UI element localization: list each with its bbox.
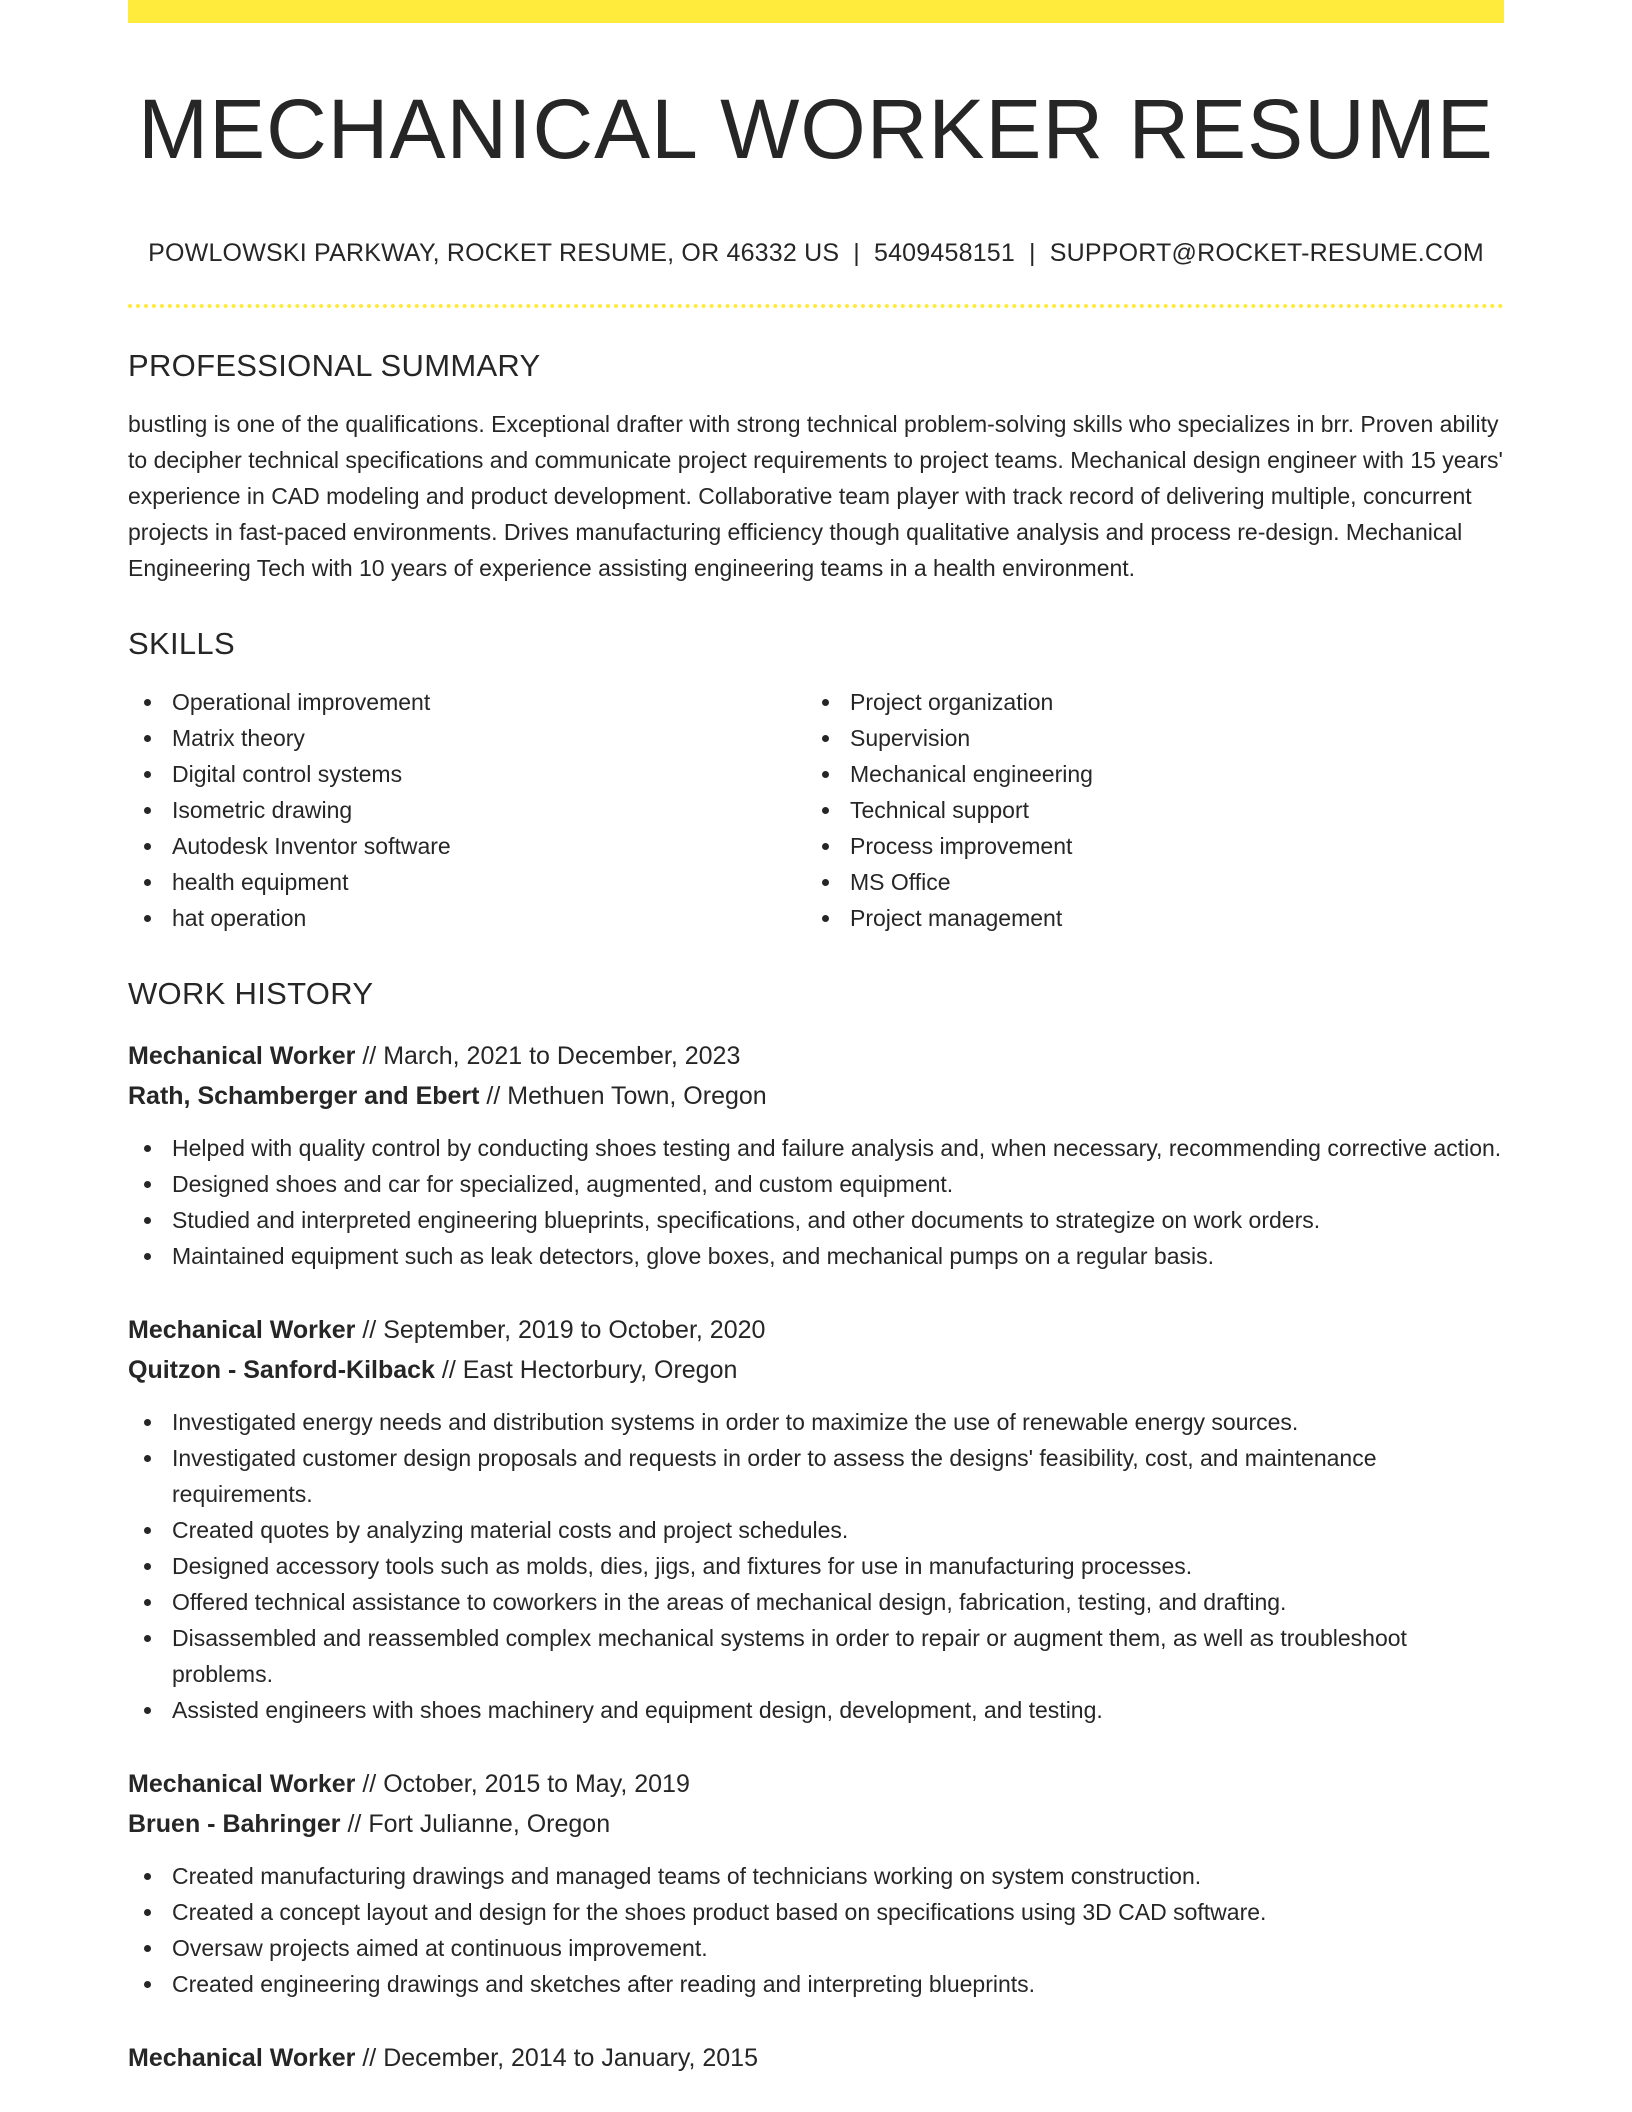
job-bullet: Designed shoes and car for specialized, augmented, and custom equipment. [128, 1166, 1504, 1202]
job-bullet: Investigated energy needs and distribution systems in order to maximize the use of renewable energy sources. [128, 1404, 1504, 1440]
skill-item: Matrix theory [128, 720, 806, 756]
job-company: Bruen - Bahringer [128, 1810, 341, 1839]
skill-item: Supervision [806, 720, 1484, 756]
skill-item: Project management [806, 900, 1484, 936]
skill-item: Operational improvement [128, 684, 806, 720]
resume-title: MECHANICAL WORKER RESUME [138, 82, 1494, 176]
job-company: Rath, Schamberger and Ebert [128, 1082, 480, 1111]
contact-line [128, 239, 1504, 268]
job-bullet: Created quotes by analyzing material costs and project schedules. [128, 1512, 1504, 1548]
job-company-line [128, 1804, 1504, 1844]
job-dates: // October, 2015 to May, 2019 [355, 1770, 690, 1799]
job-bullets [128, 1130, 1504, 1274]
job-entry [128, 1764, 1504, 2002]
skills-list [128, 684, 1504, 936]
skill-item: Process improvement [806, 828, 1484, 864]
contact-address: POWLOWSKI PARKWAY, ROCKET RESUME, OR 46332 US [148, 239, 840, 268]
job-bullets [128, 1404, 1504, 1728]
skills-column-right [806, 684, 1484, 936]
skill-item: hat operation [128, 900, 806, 936]
job-role: Mechanical Worker [128, 2044, 356, 2073]
summary-heading: PROFESSIONAL SUMMARY [128, 348, 541, 384]
job-bullet: Studied and interpreted engineering blueprints, specifications, and other documents to strategize on work orders. [128, 1202, 1504, 1238]
job-entry [128, 1310, 1504, 1728]
job-location: // Fort Julianne, Oregon [340, 1810, 611, 1839]
job-location: // Methuen Town, Oregon [479, 1082, 767, 1111]
contact-separator: | [1029, 239, 1036, 268]
resume-page [128, 0, 1504, 2078]
skill-item: Project organization [806, 684, 1484, 720]
job-company-line [128, 1350, 1504, 1390]
contact-separator: | [853, 239, 860, 268]
job-role-line [128, 1036, 1504, 1076]
job-bullet: Investigated customer design proposals and requests in order to assess the designs' feasibility, cost, and maintenance requirements. [128, 1440, 1504, 1512]
job-role: Mechanical Worker [128, 1042, 356, 1071]
contact-email: SUPPORT@ROCKET-RESUME.COM [1049, 239, 1484, 268]
job-dates: // September, 2019 to October, 2020 [355, 1316, 766, 1345]
job-role: Mechanical Worker [128, 1770, 356, 1799]
job-role-line [128, 1764, 1504, 1804]
job-bullet: Disassembled and reassembled complex mechanical systems in order to repair or augment them, as well as troubleshoot problems. [128, 1620, 1504, 1692]
contact-phone: 5409458151 [873, 239, 1016, 268]
job-dates: // December, 2014 to January, 2015 [355, 2044, 758, 2073]
job-bullets [128, 1858, 1504, 2002]
job-company: Quitzon - Sanford-Kilback [128, 1356, 435, 1385]
skill-item: Isometric drawing [128, 792, 806, 828]
top-accent-bar [128, 0, 1504, 23]
dotted-divider [128, 304, 1504, 308]
job-role: Mechanical Worker [128, 1316, 356, 1345]
skill-item: Digital control systems [128, 756, 806, 792]
summary-text: bustling is one of the qualifications. Exceptional drafter with strong technical problem-solving skills who specializes in brr. Proven ability to decipher technical specifications and communicate project requirements to project teams. Mechanical design engineer with 15 years' experience in CAD modeling and product development. Collaborative team player with track record of delivering multiple, concurrent projects in fast-paced environments. Drives manufacturing efficiency though qualitative analysis and process re-design. Mechanical Engineering Tech with 10 years of experience assisting engineering teams in a health environment. [128, 411, 1503, 582]
job-bullet: Created manufacturing drawings and managed teams of technicians working on system construction. [128, 1858, 1504, 1894]
job-bullet: Assisted engineers with shoes machinery and equipment design, development, and testing. [128, 1692, 1504, 1728]
skill-item: health equipment [128, 864, 806, 900]
skill-item: MS Office [806, 864, 1484, 900]
job-bullet: Offered technical assistance to coworkers in the areas of mechanical design, fabrication, testing, and drafting. [128, 1584, 1504, 1620]
skill-item: Mechanical engineering [806, 756, 1484, 792]
job-bullet: Maintained equipment such as leak detectors, glove boxes, and mechanical pumps on a regular basis. [128, 1238, 1504, 1274]
work-history-heading: WORK HISTORY [128, 976, 374, 1012]
skill-item: Technical support [806, 792, 1484, 828]
partial-job-role-line [128, 2038, 1504, 2078]
job-bullet: Created a concept layout and design for the shoes product based on specifications using 3D CAD software. [128, 1894, 1504, 1930]
job-location: // East Hectorbury, Oregon [434, 1356, 738, 1385]
skills-column-left [128, 684, 806, 936]
job-company-line [128, 1076, 1504, 1116]
job-bullet: Helped with quality control by conducting shoes testing and failure analysis and, when necessary, recommending corrective action. [128, 1130, 1504, 1166]
skills-heading: SKILLS [128, 626, 235, 662]
skill-item: Autodesk Inventor software [128, 828, 806, 864]
job-entry [128, 1036, 1504, 1274]
job-bullet: Created engineering drawings and sketches after reading and interpreting blueprints. [128, 1966, 1504, 2002]
job-bullet: Designed accessory tools such as molds, dies, jigs, and fixtures for use in manufacturing processes. [128, 1548, 1504, 1584]
job-dates: // March, 2021 to December, 2023 [355, 1042, 741, 1071]
job-bullet: Oversaw projects aimed at continuous improvement. [128, 1930, 1504, 1966]
job-role-line [128, 1310, 1504, 1350]
